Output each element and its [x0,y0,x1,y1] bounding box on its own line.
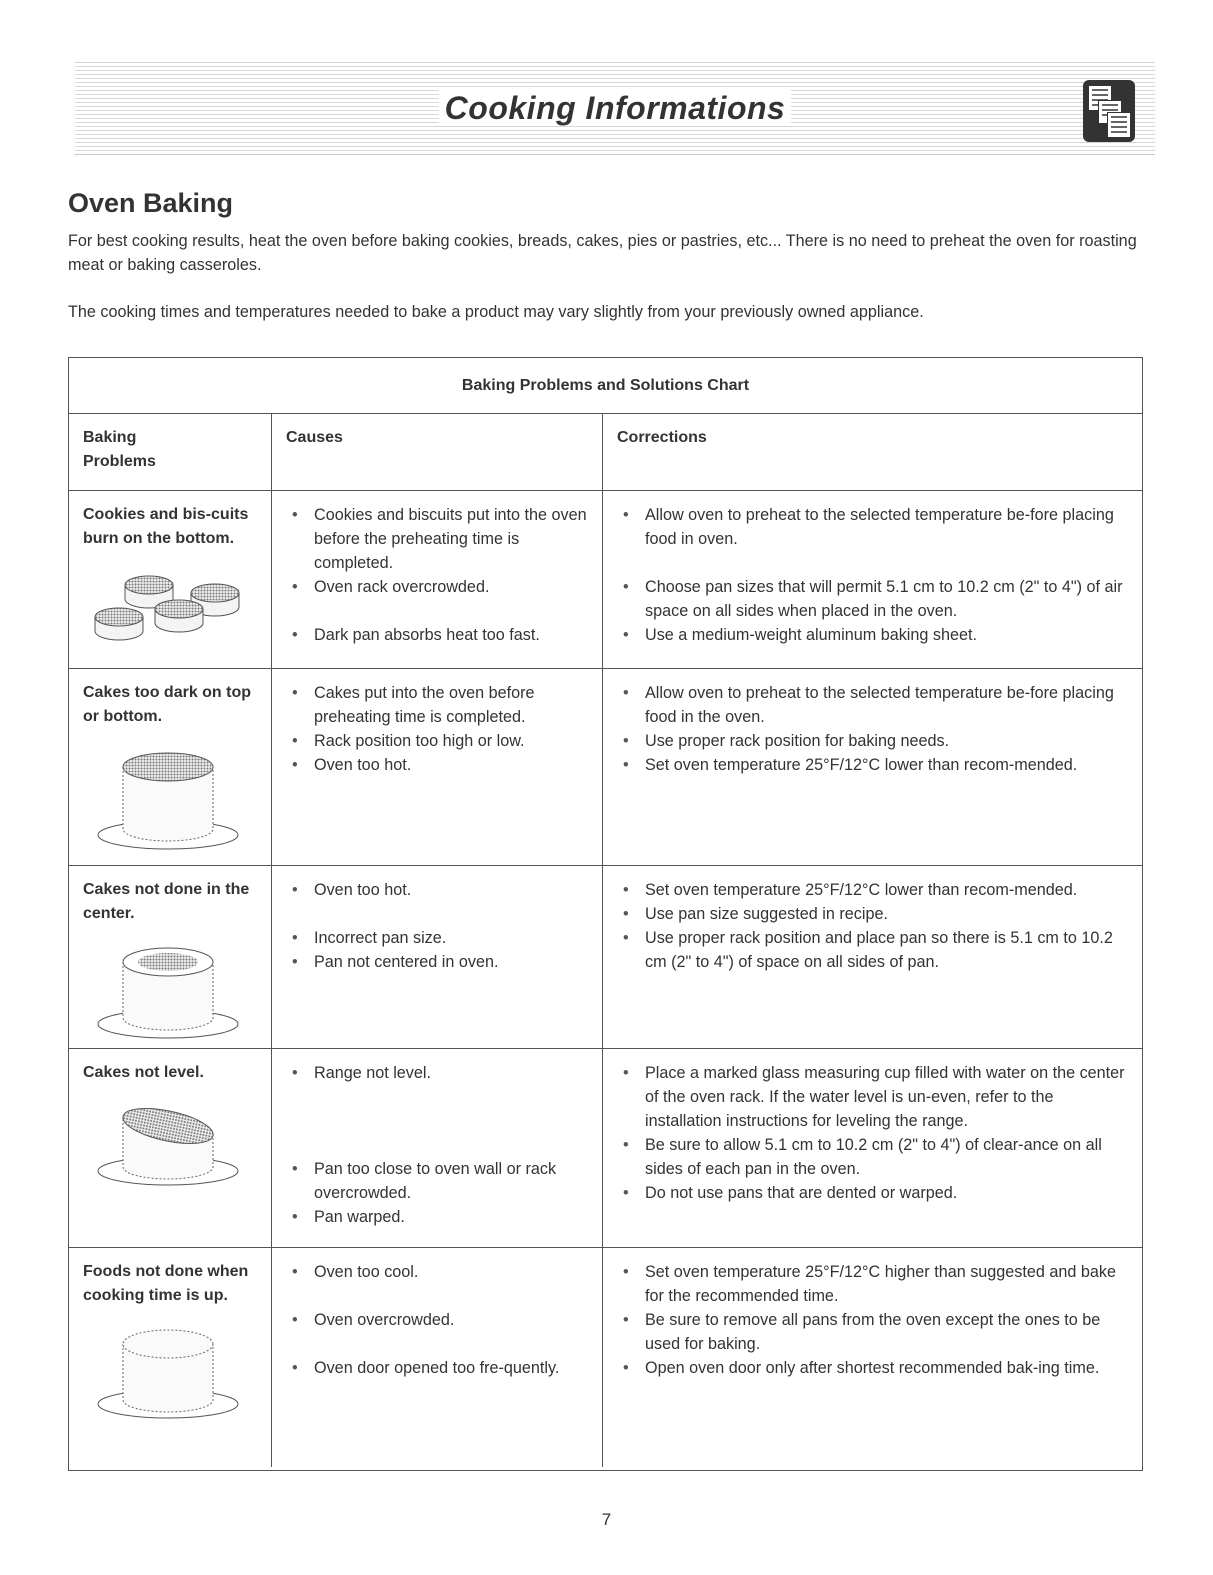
chart-title: Baking Problems and Solutions Chart [69,358,1142,414]
cause-item: • Cookies and biscuits put into the oven before the preheating time is completed. [286,503,588,575]
causes-list [286,1260,588,1380]
correction-item: • Be sure to allow 5.1 cm to 10.2 cm (2" to 4") of clear-ance on all sides of each pan in the oven. [617,1133,1128,1181]
chart-header-row [69,414,1142,491]
cause-item: • Rack position too high or low. [286,729,588,753]
correction-item: • Place a marked glass measuring cup filled with water on the center of the oven rack. If the water level is un-even, refer to the installation instructions for leveling the range. [617,1061,1128,1133]
corrections-list [617,1061,1128,1205]
sunken-center-cake-icon [83,940,257,1045]
table-row [69,866,1142,1049]
cause-item: • Oven too hot. [286,753,588,777]
cause-item: • Oven rack overcrowded. [286,575,588,599]
cause-item: • Pan too close to oven wall or rack overcrowded. [286,1157,588,1205]
intro-paragraph: For best cooking results, heat the oven before baking cookies, breads, cakes, pies or pastries, etc... There is no need to preheat the oven for roasting meat or baking casseroles. [68,232,1137,274]
tilted-cake-icon [83,1099,257,1194]
correction-item: • Use a medium-weight aluminum baking sheet. [617,623,1128,647]
correction-item: • Use pan size suggested in recipe. [617,902,1128,926]
document-pages-icon [1083,80,1135,142]
table-row [69,491,1142,669]
cause-item: • Oven too cool. [286,1260,588,1284]
section-title: Oven Baking [68,188,234,218]
causes-list [286,681,588,777]
correction-item: • Use proper rack position and place pan so there is 5.1 cm to 10.2 cm (2" to 4") of space on all sides of pan. [617,926,1128,974]
corrections-list [617,503,1128,647]
correction-item: • Set oven temperature 25°F/12°C lower than recom-mended. [617,878,1128,902]
problem-label: Cakes not level. [83,1064,204,1081]
problem-label: Cakes not done in the center. [83,881,250,922]
header-corrections: Corrections [617,429,707,446]
table-row [69,1049,1142,1248]
section-banner [75,62,1155,155]
problem-label: Cakes too dark on top or bottom. [83,684,252,725]
correction-item: • Choose pan sizes that will permit 5.1 cm to 10.2 cm (2" to 4") of air space on all sides when placed in the oven. [617,575,1128,623]
correction-item: • Be sure to remove all pans from the oven except the ones to be used for baking. [617,1308,1128,1356]
corrections-list [617,1260,1128,1380]
table-row [69,669,1142,866]
cause-item: • Pan warped. [286,1205,588,1229]
corrections-list [617,878,1128,974]
dark-top-cake-icon [83,743,257,858]
cause-item: • Dark pan absorbs heat too fast. [286,623,588,647]
cause-item: • Range not level. [286,1061,588,1085]
problem-label: Cookies and bis-cuits burn on the bottom. [83,506,249,547]
cause-item: • Oven too hot. [286,878,588,902]
banner-title: Cooking Informations [75,90,1155,127]
cause-item: • Pan not centered in oven. [286,950,588,974]
causes-list [286,1061,588,1229]
page-number: 7 [601,1510,612,1529]
correction-item: • Open oven door only after shortest recommended bak-ing time. [617,1356,1128,1380]
header-problems: Baking Problems [83,429,156,470]
cause-item: • Oven door opened too fre-quently. [286,1356,588,1380]
correction-item: • Allow oven to preheat to the selected temperature be-fore placing food in oven. [617,503,1128,551]
table-row [69,1248,1142,1467]
correction-item: • Set oven temperature 25°F/12°C lower than recom-mended. [617,753,1128,777]
cause-item: • Cakes put into the oven before preheating time is completed. [286,681,588,729]
causes-list [286,503,588,647]
pale-cake-icon [83,1322,257,1427]
cause-item: • Oven overcrowded. [286,1308,588,1332]
intro-paragraph-2: The cooking times and temperatures needed to bake a product may vary slightly from your previously owned appliance. [68,303,924,321]
baking-problems-chart [68,357,1143,1471]
cause-item: • Incorrect pan size. [286,926,588,950]
correction-item: • Do not use pans that are dented or warped. [617,1181,1128,1205]
correction-item: • Allow oven to preheat to the selected temperature be-fore placing food in the oven. [617,681,1128,729]
causes-list [286,878,588,974]
cookies-icon [83,565,257,650]
header-causes: Causes [286,429,343,446]
correction-item: • Set oven temperature 25°F/12°C higher than suggested and bake for the recommended time. [617,1260,1128,1308]
correction-item: • Use proper rack position for baking needs. [617,729,1128,753]
corrections-list [617,681,1128,777]
problem-label: Foods not done when cooking time is up. [83,1263,249,1304]
